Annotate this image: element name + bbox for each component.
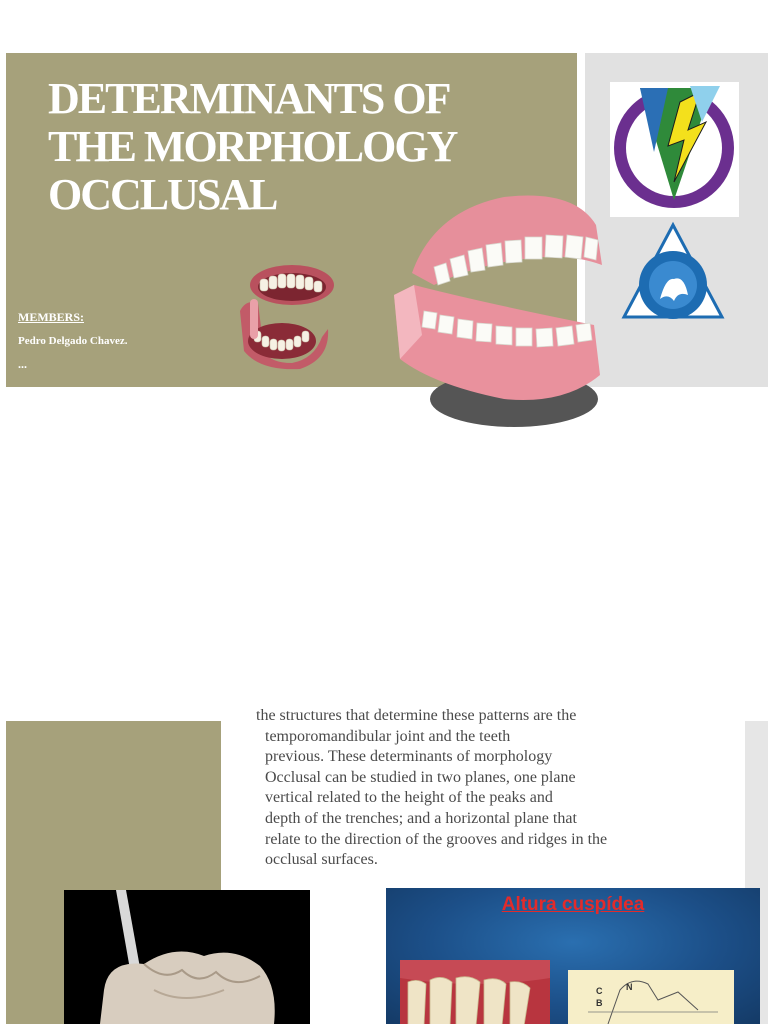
paragraph-line-8: occlusal surfaces.: [265, 851, 378, 869]
molar-illustration-icon: [64, 890, 310, 1024]
paragraph-line-6: depth of the trenches; and a horizontal plane that: [265, 809, 577, 827]
teeth-photo: [400, 960, 550, 1024]
cusp-diagram-icon: [568, 970, 734, 1024]
title-line-2: THE MORPHOLOGY: [48, 122, 457, 171]
large-denture-image: [374, 185, 608, 435]
members-ellipsis: ...: [18, 357, 27, 371]
title-line-1: DETERMINANTS OF: [48, 74, 450, 123]
members-label: MEMBERS:: [18, 310, 84, 324]
university-logo: [610, 82, 739, 217]
diagram-panel: [568, 970, 734, 1024]
university-seal-icon: [610, 82, 739, 217]
dental-faculty-logo-icon: [620, 221, 726, 331]
altura-cuspidea-slide: [386, 888, 760, 1024]
paragraph-line-2: temporomandibular joint and the teeth: [265, 727, 511, 745]
paragraph-line-3: previous. These determinants of morphology: [265, 748, 553, 766]
diagram-letter-n: N: [626, 982, 633, 992]
diagram-letter-b: B: [596, 998, 603, 1008]
title-line-3: OCCLUSAL: [48, 170, 277, 219]
paragraph-line-5: vertical related to the height of the peaks and: [265, 789, 553, 807]
small-denture-image: [230, 259, 338, 371]
molar-probe-image: [64, 890, 310, 1024]
diagram-letter-c: C: [596, 986, 603, 996]
paragraph-line-1: the structures that determine these patterns are the: [256, 707, 577, 724]
member-name: Pedro Delgado Chavez.: [18, 335, 128, 347]
paragraph-line-7: relate to the direction of the grooves and ridges in the: [265, 830, 608, 848]
altura-title: Altura cuspídea: [501, 894, 645, 915]
slide2-paragraph: [256, 706, 686, 871]
paragraph-line-4: Occlusal can be studied in two planes, one plane: [265, 768, 576, 786]
